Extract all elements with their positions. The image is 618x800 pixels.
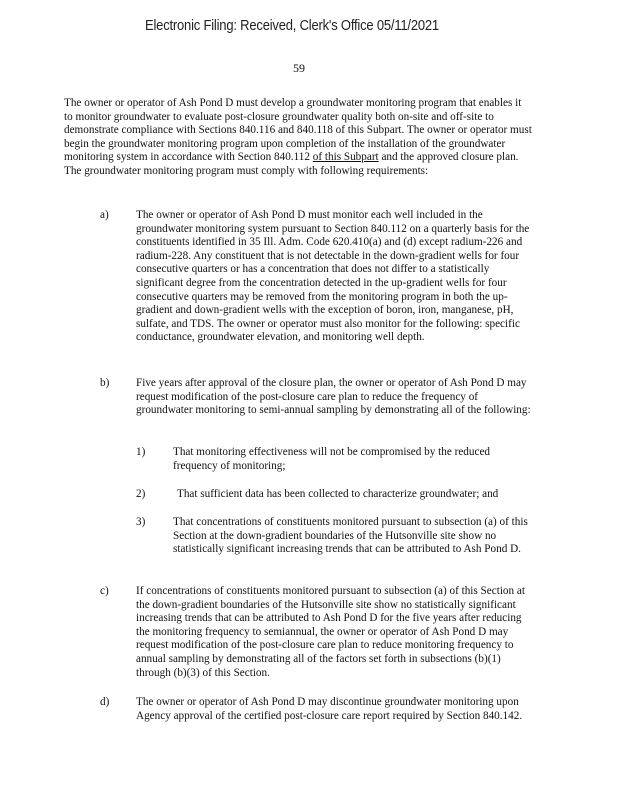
item-label: a) bbox=[100, 209, 109, 221]
item-text: The owner or operator of Ash Pond D must monitor each well included in the groundwater monitoring system pursuant to Section 840.112 on a quarterly basis for the constituents identified in 35 Ill. Adm. Code 620.410(a) and (d) except radium-226 and radium-228. Any constituent that is not detectable in the down-gradient wells for four consecutive quarters or has a concentration that does not differ to a statistically significant degree from the concentration detected in the up-gradient wells for four consecutive quarters may be removed from the monitoring program in both the up-gradient and down-gradient wells with the exception of boron, iron, manganese, pH, sulfate, and TDS. The owner or operator must also monitor for the following: specific conductance, groundwater elevation, and monitoring well depth. bbox=[136, 209, 530, 344]
intro-text-start: The owner or operator of Ash Pond D must develop a groundwater monitoring program that enables it to monitor groundwater to evaluate post-closure groundwater quality both on-site and off-site to demonstrate compliance with Sections 840.116 and 840.118 of this Subpart. The owner or operator must begin the groundwater monitoring program upon completion of the installation of the groundwater monitoring system in accordance with Section 840.112 bbox=[64, 97, 532, 164]
page-number: 59 bbox=[293, 61, 305, 75]
sub-item-text: That sufficient data has been collected to characterize groundwater; and bbox=[177, 488, 499, 500]
sub-item-label: 1) bbox=[136, 446, 146, 458]
item-label: c) bbox=[100, 585, 109, 597]
sub-item-text: That monitoring effectiveness will not be compromised by the reduced frequency of monitoring; bbox=[173, 446, 490, 472]
intro-paragraph bbox=[64, 97, 532, 179]
intro-underlined-text: of this Subpart bbox=[312, 151, 379, 164]
sub-item-label: 2) bbox=[136, 488, 146, 500]
sub-item-label: 3) bbox=[136, 516, 146, 528]
item-text: Five years after approval of the closure plan, the owner or operator of Ash Pond D may request modification of the post-closure care plan to reduce the frequency of groundwater monitoring to semi-annual sampling by demonstrating all of the following: bbox=[136, 377, 531, 417]
filing-stamp: Electronic Filing: Received, Clerk's Office 05/11/2021 bbox=[145, 16, 439, 34]
item-text: The owner or operator of Ash Pond D may discontinue groundwater monitoring upon Agency approval of the certified post-closure care report required by Section 840.142. bbox=[136, 696, 523, 722]
item-text: If concentrations of constituents monitored pursuant to subsection (a) of this Section at the down-gradient boundaries of the Hutsonville site show no statistically significant increasing trends that can be attributed to Ash Pond D for the five years after reducing the monitoring frequency to semiannual, the owner or operator of Ash Pond D may request modification of the post-closure care plan to reduce monitoring frequency to annual sampling by demonstrating all of the factors set forth in subsections (b)(1) through (b)(3) of this Section. bbox=[136, 585, 525, 679]
sub-item-text: That concentrations of constituents monitored pursuant to subsection (a) of this Section at the down-gradient boundaries of the Hutsonville site show no statistically significant increasing trends that can be attributed to Ash Pond D. bbox=[173, 516, 528, 556]
item-label: b) bbox=[100, 377, 110, 389]
item-label: d) bbox=[100, 696, 110, 708]
intro-text-end: and the approved closure plan. The groundwater monitoring program must comply with following requirements: bbox=[64, 151, 519, 177]
